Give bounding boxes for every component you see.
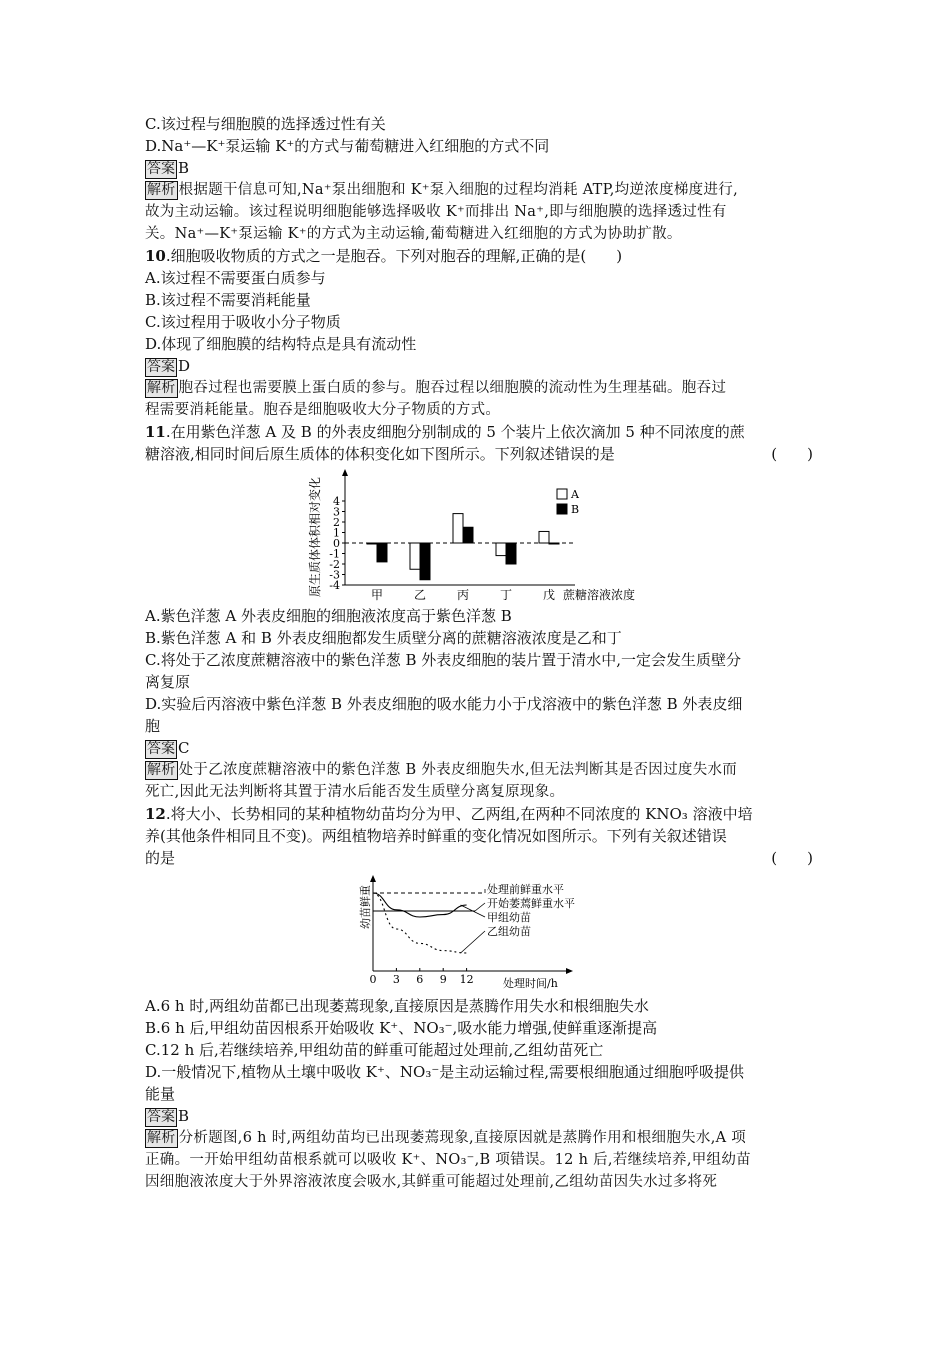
line-label-leader	[475, 903, 485, 911]
bar-chart-ytick-label: -1	[329, 547, 340, 561]
q9-answer: B	[178, 159, 190, 177]
q10-option: D.体现了细胞膜的结构特点是具有流动性	[145, 335, 417, 353]
analysis-tag: 解析	[147, 182, 176, 198]
answer-bracket: ( )	[771, 445, 813, 463]
bar-chart-y-arrow	[342, 469, 348, 476]
question-number: 11	[145, 423, 166, 441]
bar-chart-ytick-label: -3	[329, 568, 340, 582]
q11-option: D.实验后丙溶液中紫色洋葱 B 外表皮细胞的吸水能力小于戊溶液中的紫色洋葱 B 外表皮细	[145, 695, 743, 713]
question-number: 10	[145, 247, 166, 265]
bar-b-2	[420, 543, 430, 580]
answer-bracket: ( )	[771, 849, 813, 867]
q11-analysis-line: 死亡,因此无法判断将其置于清水后能否发生质壁分离复原现象。	[145, 784, 565, 800]
line-series-label: 处理前鲜重水平	[487, 883, 564, 896]
bar-a-5	[539, 531, 549, 543]
bar-chart-ytick-label: 2	[333, 516, 340, 529]
q9-analysis-line: 故为主动运输。该过程说明细胞能够选择吸收 K⁺而排出 Na⁺,即与细胞膜的选择透过性有	[145, 204, 727, 220]
q10-stem: 10.细胞吸收物质的方式之一是胞吞。下列对胞吞的理解,正确的是( )	[145, 247, 623, 265]
q12-analysis-line: 因细胞液浓度大于外界溶液浓度会吸水,其鲜重可能超过处理前,乙组幼苗因失水过多将死	[145, 1174, 718, 1190]
q11-option: A.紫色洋葱 A 外表皮细胞的细胞液浓度高于紫色洋葱 B	[145, 607, 512, 625]
bar-chart-ytick-label: 4	[333, 495, 340, 508]
bar-a-1	[367, 543, 377, 544]
q11-answer-row	[145, 737, 813, 759]
line-chart-x-arrow	[566, 968, 573, 974]
bar-b-4	[506, 543, 516, 564]
line-series-3	[373, 893, 467, 917]
line-series-label: 甲组幼苗	[487, 911, 531, 924]
q9-answer-row	[145, 157, 813, 179]
option-c: C.该过程与细胞膜的选择透过性有关	[145, 115, 386, 133]
line-series-4	[373, 893, 467, 953]
q12-option: D.一般情况下,植物从土壤中吸收 K⁺、NO₃⁻是主动运输过程,需要根细胞通过细胞呼吸提供	[145, 1063, 745, 1081]
bar-chart	[145, 467, 813, 603]
q11-stem: 糖溶液,相同时间后原生质体的体积变化如下图所示。下列叙述错误的是 ( )	[145, 445, 813, 463]
bar-b-3	[463, 527, 473, 543]
line-series-label: 开始萎蔫鲜重水平	[487, 897, 575, 910]
bar-a-3	[453, 514, 463, 543]
q12-option: 能量	[145, 1085, 176, 1103]
question-number: 12	[145, 805, 166, 823]
bar-chart-category-label: 戊	[542, 588, 556, 602]
q9-analysis-line: 解析 根据题干信息可知,Na⁺泵出细胞和 K⁺泵入细胞的过程均消耗 ATP,均逆浓度梯度进行,	[147, 182, 738, 198]
bar-chart-category-label: 丙	[456, 588, 470, 602]
bar-chart-category-label: 甲	[370, 588, 384, 602]
line-chart-xlabel: 处理时间/h	[503, 977, 558, 990]
q12-answer-row	[145, 1105, 813, 1127]
q10-option: B.该过程不需要消耗能量	[145, 291, 311, 309]
line-chart-xtick-label: 12	[459, 973, 474, 986]
bar-chart-ytick-label: -2	[329, 558, 340, 571]
line-chart-figure	[145, 871, 813, 993]
bar-chart-ytick-label: 0	[333, 537, 340, 550]
bar-chart-xlabel: 蔗糖溶液浓度	[563, 588, 636, 602]
q12-analysis-line: 正确。一开始甲组幼苗根系就可以吸收 K⁺、NO₃⁻,B 项错误。12 h 后,若继续培养,甲组幼苗	[145, 1152, 751, 1168]
answer-tag: 答案	[147, 359, 175, 375]
answer-tag: 答案	[147, 1109, 175, 1125]
q10-option: A.该过程不需要蛋白质参与	[145, 269, 326, 287]
q12-option: A.6 h 时,两组幼苗都已出现萎蔫现象,直接原因是蒸腾作用失水和根细胞失水	[145, 997, 649, 1015]
answer-tag: 答案	[147, 741, 175, 757]
bar-b-1	[377, 543, 387, 562]
line-series-label: 乙组幼苗	[487, 925, 531, 938]
legend-swatch-b	[557, 504, 567, 514]
bar-a-4	[496, 543, 506, 556]
answer-tag: 答案	[147, 161, 175, 177]
q12-stem: 养(其他条件相同且不变)。两组植物培养时鲜重的变化情况如图所示。下列有关叙述错误	[145, 827, 727, 845]
option-d: D.Na⁺—K⁺泵运输 K⁺的方式与葡萄糖进入红细胞的方式不同	[145, 137, 550, 155]
analysis-tag: 解析	[147, 380, 176, 396]
line-chart-xtick-label: 0	[369, 973, 377, 986]
q12-stem: 12.将大小、长势相同的某种植物幼苗均分为甲、乙两组,在两种不同浓度的 KNO₃ 溶液中培	[145, 805, 753, 823]
q10-option: C.该过程用于吸收小分子物质	[145, 313, 341, 331]
q11-stem: 11.在用紫色洋葱 A 及 B 的外表皮细胞分别制成的 5 个装片上依次滴加 5 种不同浓度的蔗	[145, 423, 745, 441]
line-label-leader	[461, 931, 485, 953]
bar-chart-category-label: 乙	[413, 588, 427, 602]
q12-answer: B	[178, 1107, 190, 1125]
document-page	[145, 113, 813, 1193]
q12-option: B.6 h 后,甲组幼苗因根系开始吸收 K⁺、NO₃⁻,吸水能力增强,使鲜重逐渐提高	[145, 1019, 658, 1037]
q10-analysis-line: 解析 胞吞过程也需要膜上蛋白质的参与。胞吞过程以细胞膜的流动性为生理基础。胞吞过	[147, 380, 727, 396]
bar-b-5	[549, 543, 559, 544]
q11-option: 胞	[145, 717, 161, 735]
bar-a-2	[410, 543, 420, 569]
q12-option: C.12 h 后,若继续培养,甲组幼苗的鲜重可能超过处理前,乙组幼苗死亡	[145, 1041, 604, 1059]
q11-option: B.紫色洋葱 A 和 B 外表皮细胞都发生质壁分离的蔗糖溶液浓度是乙和丁	[145, 629, 622, 647]
q10-answer: D	[178, 357, 191, 375]
q11-analysis-line: 解析 处于乙浓度蔗糖溶液中的紫色洋葱 B 外表皮细胞失水,但无法判断其是否因过度失水而	[147, 762, 738, 778]
bar-chart-category-label: 丁	[499, 588, 513, 602]
q10-analysis-line: 程需要消耗能量。胞吞是细胞吸收大分子物质的方式。	[145, 402, 501, 418]
bar-chart-figure	[145, 467, 813, 603]
legend-swatch-a	[557, 489, 567, 499]
q9-analysis-line: 关。Na⁺—K⁺泵运输 K⁺的方式为主动运输,葡萄糖进入红细胞的方式为协助扩散。	[145, 226, 682, 242]
bar-chart-ytick-label: 1	[333, 526, 340, 540]
line-chart	[145, 871, 813, 993]
q12-analysis-line: 解析 分析题图,6 h 时,两组幼苗均已出现萎蔫现象,直接原因就是蒸腾作用和根细胞失水,A 项	[147, 1130, 747, 1146]
analysis-tag: 解析	[147, 1130, 176, 1146]
legend-label-a: A	[571, 488, 579, 501]
q10-answer-row	[145, 355, 813, 377]
line-chart-xtick-label: 6	[416, 973, 424, 986]
q12-stem: 的是 ( )	[145, 849, 813, 867]
analysis-tag: 解析	[147, 762, 176, 778]
q11-option: 离复原	[145, 673, 191, 691]
line-chart-y-arrow	[370, 875, 376, 882]
bar-chart-ytick-label: 3	[333, 505, 340, 519]
q11-answer: C	[178, 739, 190, 757]
q11-option: C.将处于乙浓度蔗糖溶液中的紫色洋葱 B 外表皮细胞的装片置于清水中,一定会发生质壁分	[145, 651, 742, 669]
legend-label-b: B	[571, 503, 580, 516]
line-chart-ylabel: 幼苗鲜重	[359, 885, 372, 929]
line-chart-xtick-label: 9	[439, 973, 447, 986]
bar-chart-ylabel: 原生质体体积相对变化	[308, 476, 322, 597]
bar-chart-ytick-label: -4	[329, 579, 340, 592]
line-chart-xtick-label: 3	[392, 973, 400, 986]
